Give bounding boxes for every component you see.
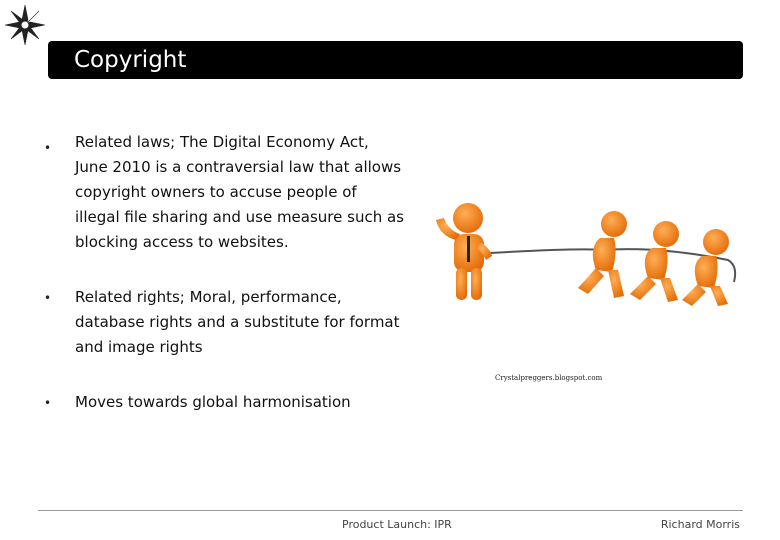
bullet-marker: • (44, 396, 52, 410)
title-bar (48, 41, 743, 79)
bullet-marker: • (44, 141, 52, 155)
compass-star-logo-icon (4, 4, 46, 46)
bullet-marker: • (44, 291, 52, 305)
footer-divider (38, 510, 743, 511)
list-item: Moves towards global harmonisation (75, 393, 351, 411)
footer-presentation-title: Product Launch: IPR (342, 518, 452, 531)
list-item: Related rights; Moral, performance, database rights and a substitute for format and image rights (75, 288, 400, 356)
image-credit: Crystalpreggers.blogspot.com (495, 374, 603, 382)
list-item: Related laws; The Digital Economy Act, June 2010 is a contraversial law that allows copyright owners to accuse people of illegal file sharing and use measure such as blocking access to websites. (75, 133, 404, 251)
footer-author: Richard Morris (660, 518, 740, 531)
tug-of-war-illustration (428, 198, 748, 310)
slide-title: Copyright (74, 47, 187, 73)
